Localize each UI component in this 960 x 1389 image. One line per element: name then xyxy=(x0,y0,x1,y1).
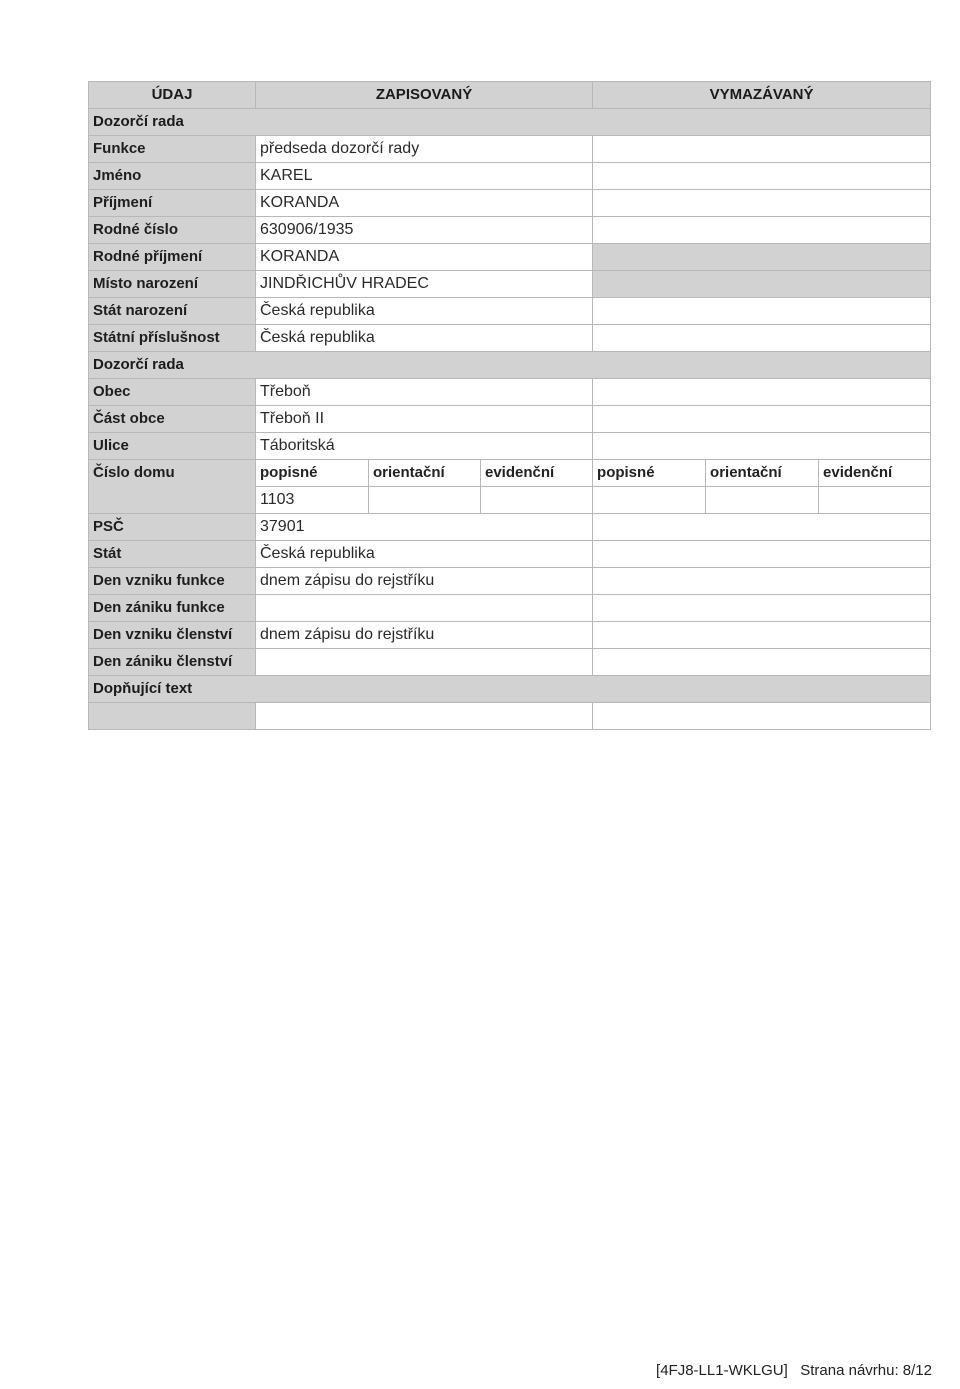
table-row xyxy=(89,622,931,649)
table-row xyxy=(89,514,931,541)
removed-value-cell xyxy=(593,163,931,190)
removed-value-cell xyxy=(593,136,931,163)
sub-header-orientacni: orientační xyxy=(369,460,481,487)
row-label-den-vzniku-clenstvi: Den vzniku členství xyxy=(89,622,256,649)
section-title-dozorci-rada: Dozorčí rada xyxy=(89,109,931,136)
removed-value-cell xyxy=(593,325,931,352)
removed-value-evidencni xyxy=(819,487,931,514)
row-label-cislo-domu: Číslo domu xyxy=(89,460,256,514)
table-row xyxy=(89,217,931,244)
removed-value-cell xyxy=(593,568,931,595)
row-label-den-zaniku-clenstvi: Den zániku členství xyxy=(89,649,256,676)
value-psc: 37901 xyxy=(256,514,593,541)
row-label-obec: Obec xyxy=(89,379,256,406)
removed-value-cell xyxy=(593,217,931,244)
section-row xyxy=(89,676,931,703)
row-label-funkce: Funkce xyxy=(89,136,256,163)
removed-value-cell xyxy=(593,595,931,622)
value-stat: Česká republika xyxy=(256,541,593,568)
table-row xyxy=(89,433,931,460)
section-row xyxy=(89,352,931,379)
table-row xyxy=(89,541,931,568)
table-row xyxy=(89,271,931,298)
table-row xyxy=(89,244,931,271)
table-row xyxy=(89,379,931,406)
removed-value-cell xyxy=(593,244,931,271)
value-prijmeni: KORANDA xyxy=(256,190,593,217)
table-row xyxy=(89,406,931,433)
header-udaj: ÚDAJ xyxy=(89,82,256,109)
row-label-prijmeni: Příjmení xyxy=(89,190,256,217)
value-den-zaniku-funkce xyxy=(256,595,593,622)
removed-value-cell xyxy=(593,190,931,217)
row-label-ulice: Ulice xyxy=(89,433,256,460)
table-row xyxy=(89,325,931,352)
table-row xyxy=(89,595,931,622)
sub-header-orientacni-removed: orientační xyxy=(706,460,819,487)
page-footer: [4FJ8-LL1-WKLGU] Strana návrhu: 8/12 xyxy=(656,1362,932,1379)
value-den-vzniku-funkce: dnem zápisu do rejstříku xyxy=(256,568,593,595)
doplnujici-text-value xyxy=(256,703,593,730)
table-row xyxy=(89,703,931,730)
removed-value-cell xyxy=(593,379,931,406)
table-row xyxy=(89,163,931,190)
table-row xyxy=(89,649,931,676)
removed-value-cell xyxy=(593,622,931,649)
row-label-rodne-prijmeni: Rodné příjmení xyxy=(89,244,256,271)
removed-value-popisne xyxy=(593,487,706,514)
value-jmeno: KAREL xyxy=(256,163,593,190)
row-label-misto-narozeni: Místo narození xyxy=(89,271,256,298)
table-row xyxy=(89,568,931,595)
section-title-dozorci-rada-address: Dozorčí rada xyxy=(89,352,931,379)
table-row-cislo-domu-header xyxy=(89,460,931,487)
row-label-cast-obce: Část obce xyxy=(89,406,256,433)
header-vymazavany: VYMAZÁVANÝ xyxy=(593,82,931,109)
header-zapisovany: ZAPISOVANÝ xyxy=(256,82,593,109)
value-funkce: předseda dozorčí rady xyxy=(256,136,593,163)
sub-header-popisne-removed: popisné xyxy=(593,460,706,487)
row-label-jmeno: Jméno xyxy=(89,163,256,190)
row-label-statni-prislusnost: Státní příslušnost xyxy=(89,325,256,352)
value-rodne-prijmeni: KORANDA xyxy=(256,244,593,271)
value-misto-narozeni: JINDŘICHŮV HRADEC xyxy=(256,271,593,298)
sub-header-evidencni: evidenční xyxy=(481,460,593,487)
value-den-zaniku-clenstvi xyxy=(256,649,593,676)
table-row xyxy=(89,136,931,163)
row-label-den-zaniku-funkce: Den zániku funkce xyxy=(89,595,256,622)
value-orientacni xyxy=(369,487,481,514)
registry-form-table xyxy=(88,81,931,730)
removed-value-cell xyxy=(593,703,931,730)
removed-value-cell xyxy=(593,298,931,325)
doplnujici-text-label-cell xyxy=(89,703,256,730)
value-den-vzniku-clenstvi: dnem zápisu do rejstříku xyxy=(256,622,593,649)
table-row xyxy=(89,298,931,325)
table-row xyxy=(89,190,931,217)
row-label-stat: Stát xyxy=(89,541,256,568)
value-stat-narozeni: Česká republika xyxy=(256,298,593,325)
value-popisne: 1103 xyxy=(256,487,369,514)
table-header-row xyxy=(89,82,931,109)
removed-value-cell xyxy=(593,541,931,568)
row-label-rodne-cislo: Rodné číslo xyxy=(89,217,256,244)
value-statni-prislusnost: Česká republika xyxy=(256,325,593,352)
section-row xyxy=(89,109,931,136)
removed-value-orientacni xyxy=(706,487,819,514)
value-cast-obce: Třeboň II xyxy=(256,406,593,433)
sub-header-evidencni-removed: evidenční xyxy=(819,460,931,487)
value-ulice: Táboritská xyxy=(256,433,593,460)
row-label-stat-narozeni: Stát narození xyxy=(89,298,256,325)
section-title-doplnujici-text: Dopňující text xyxy=(89,676,931,703)
removed-value-cell xyxy=(593,406,931,433)
value-rodne-cislo: 630906/1935 xyxy=(256,217,593,244)
sub-header-popisne: popisné xyxy=(256,460,369,487)
row-label-psc: PSČ xyxy=(89,514,256,541)
removed-value-cell xyxy=(593,649,931,676)
value-obec: Třeboň xyxy=(256,379,593,406)
value-evidencni xyxy=(481,487,593,514)
removed-value-cell xyxy=(593,433,931,460)
row-label-den-vzniku-funkce: Den vzniku funkce xyxy=(89,568,256,595)
removed-value-cell xyxy=(593,271,931,298)
removed-value-cell xyxy=(593,514,931,541)
